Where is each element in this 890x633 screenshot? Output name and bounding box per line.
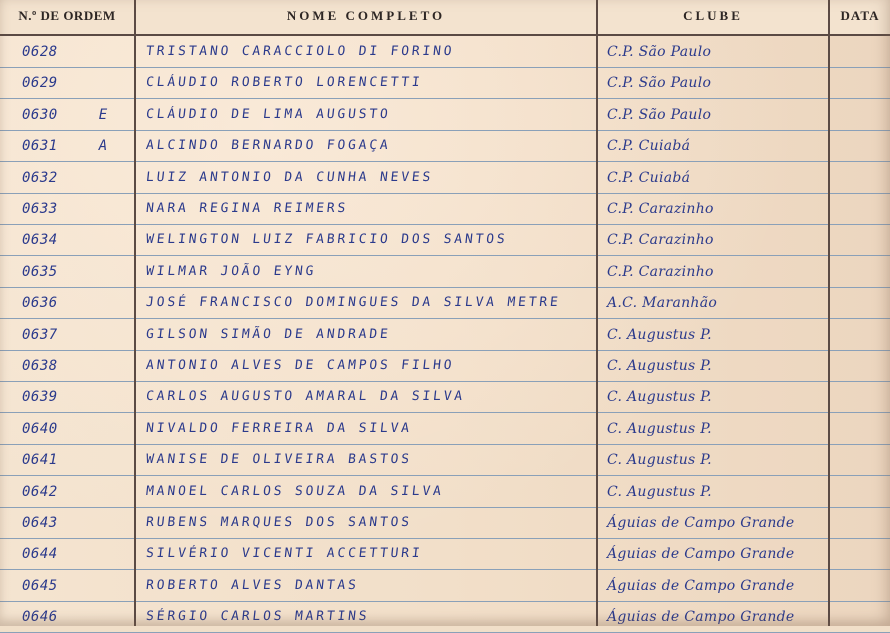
row-mark <box>96 69 110 97</box>
row-mark <box>96 352 110 380</box>
row-clube: C. Augustus P. <box>607 389 712 406</box>
row-ordem-number: 0639 <box>22 389 58 406</box>
row-mark <box>96 195 110 223</box>
row-clube: C.P. São Paulo <box>607 106 712 123</box>
row-clube: C.P. Carazinho <box>607 201 714 217</box>
column-divider-clube <box>828 0 830 626</box>
row-clube: C.P. Carazinho <box>607 232 714 249</box>
row-nome-completo: RUBENS MARQUES DOS SANTOS <box>145 515 413 530</box>
row-ordem-number: 0634 <box>22 232 58 249</box>
row-mark <box>96 258 110 286</box>
row-clube: Águias de Campo Grande <box>607 577 795 594</box>
row-clube: C. Augustus P. <box>607 326 712 343</box>
row-mark <box>96 478 110 506</box>
row-nome-completo: SILVÉRIO VICENTI ACCETTURI <box>145 546 424 562</box>
row-nome-completo: ALCINDO BERNARDO FOGAÇA <box>145 138 392 154</box>
row-mark <box>96 383 110 411</box>
row-nome-completo: SÉRGIO CARLOS MARTINS <box>145 609 371 625</box>
header-ordem: N.º DE ORDEM <box>18 8 116 23</box>
row-ordem-number: 0641 <box>22 452 58 469</box>
row-mark <box>96 38 110 66</box>
row-ordem-number: 0628 <box>22 44 58 60</box>
row-mark <box>96 572 110 600</box>
row-nome-completo: ROBERTO ALVES DANTAS <box>145 577 360 593</box>
row-nome-completo: WANISE DE OLIVEIRA BASTOS <box>145 452 413 468</box>
row-clube: C. Augustus P. <box>607 483 712 500</box>
column-divider-nome <box>596 0 598 626</box>
row-mark <box>96 226 110 254</box>
row-nome-completo: WILMAR JOÃO EYNG <box>145 263 317 279</box>
row-clube: Águias de Campo Grande <box>607 546 795 563</box>
row-mark <box>96 321 110 349</box>
row-data <box>832 69 888 97</box>
row-clube: C.P. São Paulo <box>607 75 712 92</box>
row-ordem-number: 0635 <box>22 263 58 280</box>
row-mark <box>96 509 110 537</box>
row-clube: C.P. São Paulo <box>607 44 712 60</box>
row-mark <box>96 164 110 192</box>
row-ordem-number: 0630 <box>22 106 58 123</box>
row-mark: A <box>98 138 108 155</box>
row-clube: Águias de Campo Grande <box>607 609 795 626</box>
row-data <box>832 195 888 223</box>
row-data <box>832 509 888 537</box>
row-clube: C.P. Cuiabá <box>607 138 691 155</box>
row-data <box>832 540 888 568</box>
row-nome-completo: CLÁUDIO DE LIMA AUGUSTO <box>145 106 392 122</box>
row-mark <box>96 603 110 631</box>
row-nome-completo: NIVALDO FERREIRA DA SILVA <box>145 420 413 436</box>
row-data <box>832 164 888 192</box>
row-mark <box>96 289 110 317</box>
row-ordem-number: 0636 <box>22 295 58 312</box>
row-ordem-number: 0642 <box>22 483 58 500</box>
row-ordem-number: 0633 <box>22 201 58 217</box>
row-data <box>832 101 888 129</box>
row-data <box>832 603 888 631</box>
row-nome-completo: JOSÉ FRANCISCO DOMINGUES DA SILVA METRE <box>145 295 562 311</box>
row-ordem-number: 0643 <box>22 515 58 531</box>
row-ordem-number: 0644 <box>22 546 58 563</box>
row-ordem-number: 0640 <box>22 420 58 437</box>
row-clube: C. Augustus P. <box>607 452 712 469</box>
row-clube: A.C. Maranhão <box>607 295 718 312</box>
row-data <box>832 321 888 349</box>
row-ordem-number: 0638 <box>22 358 58 374</box>
row-data <box>832 352 888 380</box>
row-nome-completo: CARLOS AUGUSTO AMARAL DA SILVA <box>145 389 466 405</box>
row-clube: C. Augustus P. <box>607 420 712 437</box>
row-data <box>832 258 888 286</box>
row-ordem-number: 0646 <box>22 609 58 626</box>
row-data <box>832 415 888 443</box>
row-clube: C. Augustus P. <box>607 358 712 374</box>
row-ordem-number: 0629 <box>22 75 58 92</box>
row-data <box>832 132 888 160</box>
row-data <box>832 383 888 411</box>
row-nome-completo: CLÁUDIO ROBERTO LORENCETTI <box>145 75 424 91</box>
row-nome-completo: NARA REGINA REIMERS <box>145 201 349 216</box>
row-data <box>832 446 888 474</box>
row-clube: Águias de Campo Grande <box>607 515 795 531</box>
row-mark <box>96 540 110 568</box>
row-data <box>832 289 888 317</box>
row-nome-completo: LUIZ ANTONIO DA CUNHA NEVES <box>145 169 434 185</box>
row-data <box>832 38 888 66</box>
row-clube: C.P. Carazinho <box>607 263 714 280</box>
row-data <box>832 478 888 506</box>
row-mark: E <box>98 106 108 123</box>
row-ordem-number: 0645 <box>22 577 58 594</box>
row-nome-completo: MANOEL CARLOS SOUZA DA SILVA <box>145 483 445 499</box>
row-data <box>832 572 888 600</box>
header-nome: NOME COMPLETO <box>286 8 446 23</box>
row-nome-completo: TRISTANO CARACCIOLO DI FORINO <box>145 44 456 59</box>
row-ordem-number: 0632 <box>22 169 58 186</box>
row-ordem-number: 0631 <box>22 138 58 155</box>
row-mark <box>96 446 110 474</box>
row-clube: C.P. Cuiabá <box>607 169 691 186</box>
header-clube: CLUBE <box>683 8 743 23</box>
column-divider-ordem <box>134 0 136 626</box>
row-ordem-number: 0637 <box>22 326 58 343</box>
row-nome-completo: ANTONIO ALVES DE CAMPOS FILHO <box>145 358 456 373</box>
row-mark <box>96 415 110 443</box>
row-nome-completo: GILSON SIMÃO DE ANDRADE <box>145 326 392 342</box>
row-nome-completo: WELINGTON LUIZ FABRICIO DOS SANTOS <box>145 232 509 248</box>
header-data: DATA <box>840 8 880 23</box>
row-data <box>832 226 888 254</box>
